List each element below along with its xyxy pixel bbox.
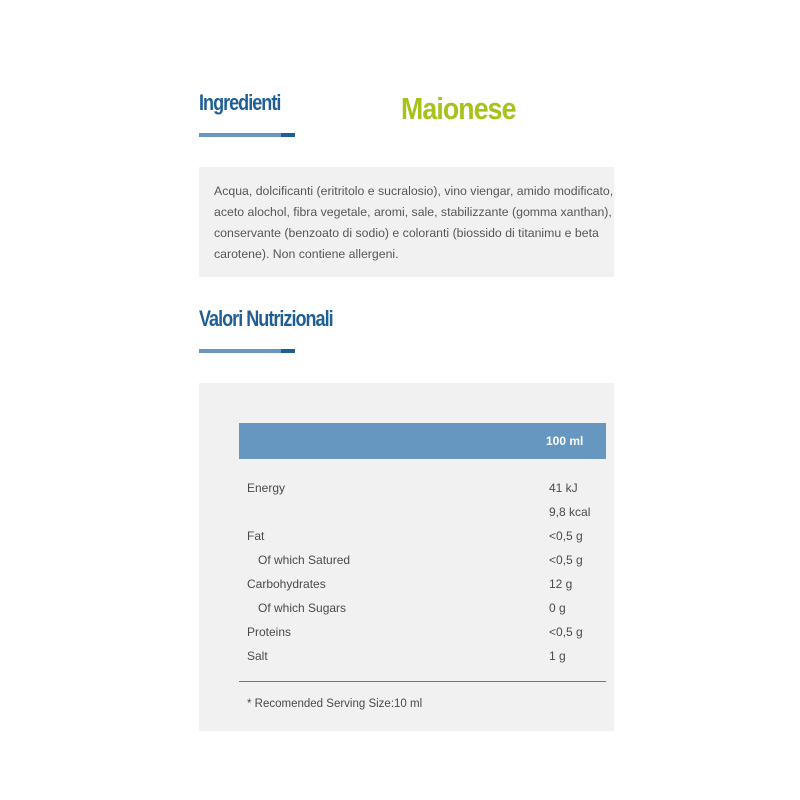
nutrition-table-header <box>239 423 606 459</box>
row-label-fat: Fat <box>247 529 265 543</box>
row-value-fat: <0,5 g <box>549 529 583 543</box>
serving-size-footnote: * Recomended Serving Size:10 ml <box>247 698 423 710</box>
row-label-proteins: Proteins <box>247 625 292 639</box>
row-value-saturated: <0,5 g <box>549 553 583 567</box>
row-label-sugars: Of which Sugars <box>258 601 347 615</box>
column-header-100ml: 100 ml <box>546 434 584 448</box>
row-label-energy: Energy <box>247 481 286 495</box>
row-value-sugars: 0 g <box>549 601 566 615</box>
nutrition-heading: Valori Nutrizionali <box>199 306 333 331</box>
nutrition-heading-underline <box>199 349 295 353</box>
nutrition-table <box>199 383 614 731</box>
row-value-salt: 1 g <box>549 649 566 663</box>
row-value-energy-kj: 41 kJ <box>549 481 578 495</box>
row-value-energy-kcal: 9,8 kcal <box>549 505 591 519</box>
ingredients-box <box>199 167 614 277</box>
ingredients-text: Acqua, dolcificanti (eritritolo e sucralosio), vino viengar, amido modificato, aceto alochol, fibra vegetale, aromi, sale, stabilizzante (gomma xanthan), conservante (benzoato di sodio) e coloranti (biossido di titanimu e beta carotene). Non contiene allergeni. <box>214 184 614 261</box>
row-value-carbohydrates: 12 g <box>549 577 573 591</box>
ingredients-heading: Ingredienti <box>199 90 281 115</box>
product-name: Maionese <box>401 91 516 126</box>
row-label-salt: Salt <box>247 649 268 663</box>
row-label-saturated: Of which Satured <box>258 553 351 567</box>
table-divider <box>239 681 606 682</box>
row-label-carbohydrates: Carbohydrates <box>247 577 326 591</box>
ingredients-heading-underline <box>199 133 295 137</box>
row-value-proteins: <0,5 g <box>549 625 583 639</box>
